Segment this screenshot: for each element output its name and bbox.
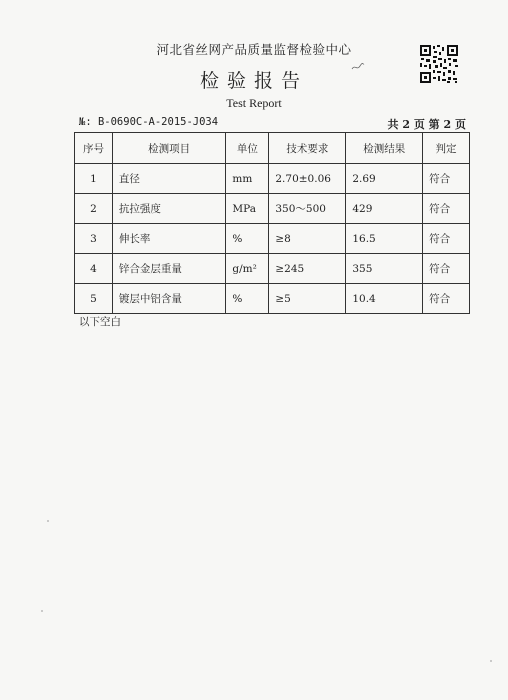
row-index: 5: [75, 284, 113, 314]
results-table: [74, 132, 470, 314]
header-index: 序号: [75, 133, 113, 164]
row-requirement: ≥245: [269, 254, 346, 284]
scan-speck: [41, 610, 43, 612]
pen-mark: [351, 62, 365, 72]
page-info: 共 2 页 第 2 页: [387, 118, 466, 131]
row-verdict: 符合: [423, 284, 470, 314]
row-requirement: ≥8: [269, 224, 346, 254]
row-result: 429: [346, 194, 423, 224]
scan-speck: [47, 520, 49, 522]
row-verdict: 符合: [423, 164, 470, 194]
table-row: [75, 194, 470, 224]
table-row: [75, 254, 470, 284]
report-subtitle: Test Report: [226, 96, 282, 110]
row-verdict: 符合: [423, 194, 470, 224]
header-result: 检测结果: [346, 133, 423, 164]
row-result: 10.4: [346, 284, 423, 314]
row-requirement: 350～500: [269, 194, 346, 224]
header-requirement: 技术要求: [269, 133, 346, 164]
row-unit: %: [226, 284, 269, 314]
row-result: 16.5: [346, 224, 423, 254]
row-index: 1: [75, 164, 113, 194]
organization-name: 河北省丝网产品质量监督检验中心: [156, 42, 352, 57]
row-item: 锌合金层重量: [112, 254, 226, 284]
report-title: 检验报告: [199, 70, 308, 92]
header-unit: 单位: [226, 133, 269, 164]
row-index: 4: [75, 254, 113, 284]
table-header-row: [75, 133, 470, 164]
row-result: 2.69: [346, 164, 423, 194]
report-number: №: B-0690C-A-2015-J034: [79, 116, 219, 128]
header-item: 检测项目: [112, 133, 226, 164]
table-row: [75, 164, 470, 194]
row-unit: %: [226, 224, 269, 254]
scan-speck: [490, 660, 492, 662]
row-index: 2: [75, 194, 113, 224]
row-item: 镀层中铝含量: [112, 284, 226, 314]
row-verdict: 符合: [423, 254, 470, 284]
row-index: 3: [75, 224, 113, 254]
row-item: 抗拉强度: [112, 194, 226, 224]
header-verdict: 判定: [423, 133, 470, 164]
row-requirement: ≥5: [269, 284, 346, 314]
row-unit: mm: [226, 164, 269, 194]
row-verdict: 符合: [423, 224, 470, 254]
row-result: 355: [346, 254, 423, 284]
table-row: [75, 224, 470, 254]
row-unit: MPa: [226, 194, 269, 224]
row-unit: g/m²: [226, 254, 269, 284]
row-item: 伸长率: [112, 224, 226, 254]
qr-code-icon: [419, 44, 459, 84]
row-requirement: 2.70±0.06: [269, 164, 346, 194]
end-of-content-note: 以下空白: [79, 316, 121, 328]
table-row: [75, 284, 470, 314]
row-item: 直径: [112, 164, 226, 194]
